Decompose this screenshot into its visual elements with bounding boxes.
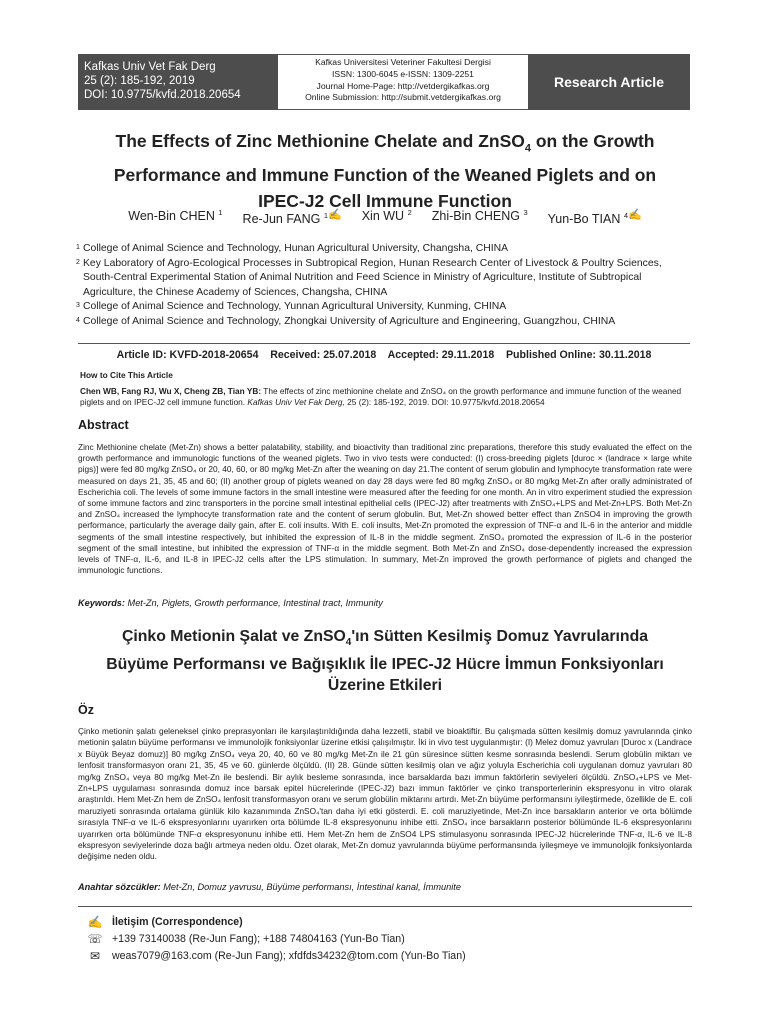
affiliation: 2 Key Laboratory of Agro-Ecological Processes in Subtropical Region, Hunan Research Center of Livestock & Poultry Sciences, South-Central Experimental Station of Animal Nutrition and Feed Science in Ministry of Agriculture, Institute of Subtropical Agriculture, the Chinese Academy of Sciences, Changsha, CHINA [76, 257, 662, 298]
turkish-title-line-3: Üzerine Etkileri [327, 677, 443, 695]
journal-citation-box [78, 54, 278, 110]
keywords: Keywords: Met-Zn, Piglets, Growth performance, Intestinal tract, Immunity [78, 598, 383, 608]
abstract-heading: Abstract [78, 418, 129, 432]
author-list [80, 208, 690, 226]
author: Re-Jun FANG $^1$✍ [242, 209, 342, 227]
author: Yun-Bo TIAN $^4$✍ [547, 209, 642, 227]
title-line-1b: on the Growth [531, 131, 655, 151]
cite-heading: How to Cite This Article [80, 370, 173, 380]
oz-heading: Öz [78, 703, 94, 717]
anahtar-sozcukler: Anahtar sözcükler: Met-Zn, Domuz yavrusu, Büyüme performansı, İntestinal kanal, İmmunite [78, 882, 461, 892]
affiliation: 4 College of Animal Science and Technology, Zhongkai University of Agriculture and Engineering, Guangzhou, CHINA [76, 315, 616, 327]
journal-homepage: Journal Home-Page: http://vetdergikafkas.org [316, 80, 490, 91]
how-to-cite [80, 370, 690, 408]
correspondence-phone: ☏ +139 73140038 (Re-Jun Fang); +188 74804163 (Yun-Bo Tian) [78, 930, 692, 947]
turkish-title: Çinko Metionin Şalat ve ZnSO$_4$'ın Sütten Kesilmiş Domuz Yavrularında Büyüme Performansı ve Bağışıklık İle IPEC-J2 Hücre İmmun Fonksiyonları Üzerine Etkileri [80, 626, 690, 697]
pen-icon: ✍ [628, 209, 642, 221]
correspondence [78, 906, 692, 964]
journal-volume: 25 (2): 185-192, 2019 [84, 75, 195, 87]
oz-body: Çinko metionin şalatı geleneksel çinko preprasyonları ile karşılaştırıldığında daha lezzetli, stabil ve bioaktiftir. Bu çalışmada sütten kesilmiş domuz yavrularında çinko metionin şalatın büyüme performansı ve immunolojik fonksiyonlar üzerine etkisi çalışılmıştır. İki in vivo test uygulanmıştır: (I) Melez domuz yavruları [Duroc x (Landrace x Büyük Beyaz domuz)] 80 mg/kg ZnSO₄ veya 20, 40, 60 ve 80 mg/kg Met-Zn ile 21 gün süresince sütten kesme sonrasında beslendi. Serum globülin miktarı ve lenfosit transformasyon oranı 21, 35, 45 ve 60. günlerde ölçüldü. (II) 28. Günde sütten kesilmiş olan ve ağız yoluyla Escherichia coli uygulanan domuz yavruları 80 mg/kg ZnSO₄ veya 80 mg/kg Met-Zn ile beslendi. Bir aylık besleme sonrasında, ince barsaklarda bazı immun faktörlerin seviyeleri ölçüldü. ZnSO₄+LPS ve Met-Zn+LPS uygulaması sonrasında domuz ince barsak epitel hücrelerinde (IPEC-J2) bazı immun faktörler ve çinko transporterlerinin ekspresyonu in vitro olarak araştırıldı. Hem Met-Zn hem de ZnSO₄ lenfosit transformasyon oranı ve serum globülin miktarını artırdı. Met-Zn büyüme performansını iyileştirmede, özellikle de E. coli maruziyeti sonrasında ortalama günlük kilo kazanımında ZnSO₄'tan daha iyi etki gösterdi. E. coli maruziyetinde, Met-Zn ince barsakların anterior ve orta bölümde sırasıyla TNF-α ve IL-6 ekspresyonlarını uyarırken orta bölümde IL-8 ekspresyonunu inhibe etti. ZnSO₄ ince barsakların posterior bölümünde IL-6 ekspresyonlarını uyarırken orta bölümünde TNF-α ekspresyonunu inhibe etti. Hem Met-Zn hem de ZnSO4 LPS stimulasyonu sonrasında IPEC-J2 hücrelerinde TNF-α, IL-6 ve IL-8 ekspresyon seviyelerinde doza bağlı artmeya neden oldu. Özet olarak, Met-Zn domuz yavrularında büyüme performansında iyileşmeye ve immunolojik fonksiyonlarda değişime neden oldu. [78, 726, 692, 862]
turkish-title-line-2: Büyüme Performansı ve Bağışıklık İle IPEC-J2 Hücre İmmun Fonksiyonları [106, 655, 664, 673]
title-line-3: IPEC-J2 Cell Immune Function [258, 190, 512, 211]
journal-short-name: Kafkas Univ Vet Fak Derg [84, 61, 216, 73]
article-dates: Article ID: KVFD-2018-20654 Received: 25.07.2018 Accepted: 29.11.2018 Published Online: 30.11.2018 [78, 343, 690, 361]
journal-header [78, 54, 690, 110]
cite-text: Chen WB, Fang RJ, Wu X, Cheng ZB, Tian YB: The effects of zinc methionine chelate and ZnSO₄ on the growth performance and immune function of the weaned piglets and on IPEC-J2 cell immune function. Kafkas Univ Vet Fak Derg, 25 (2): 185-192, 2019. DOI: 10.9775/kvfd.2018.20654 [80, 386, 682, 407]
article-title [80, 128, 690, 214]
pen-icon: ✍ [87, 914, 103, 929]
journal-submission: Online Submission: http://submit.vetdergikafkas.org [305, 92, 501, 103]
article-type-badge: Research Article [528, 54, 690, 110]
journal-info-box [278, 54, 528, 110]
envelope-icon: ✉ [89, 948, 101, 963]
affiliation: 1 College of Animal Science and Technology, Hunan Agricultural University, Changsha, CHINA [76, 243, 509, 254]
pen-icon: ✍ [328, 209, 342, 221]
affiliation-list [76, 242, 694, 330]
abstract-body: Zinc Methionine chelate (Met-Zn) shows a better palatability, stability, and bioactivity than traditional zinc preparations, therefore this study evaluated the effect on the growth performance and immunologic functions of the weaned piglets. Two in vivo tests were conducted: (I) cross-breeding piglets [duroc × (landrace × large white pigs)] were fed 80 mg/kg ZnSO₄ or 20, 40, 60, or 80 mg/kg Met-Zn after the weaning on day 21.The content of serum globulin and lymphocyte transformation rate were measured on days 21, 35, 45 and 60; (II) another group of piglets weaned on day 28 days were fed 80 mg/kg ZnSO₄ or 80 mg/kg Met-Zn after orally administrated of Escherichia coli. The levels of some immune factors in the small intestine were measured after the feeding for one month. An in vitro experiment studied the expression of some immune factors and zinc transporters in the porcine small intestinal epithelial cells (IPEC-J2) after treatments with ZnSO₄+LPS and Met-Zn+LPS. Both Met-Zn and ZnSO₄ increased the lymphocyte transformation rate and the content of serum globulin. But, Met-Zn showed better effect than ZnSO4 in improving the growth performance, particularly the average daily gain, after E. coli insults. With E. coli insults, Met-Zn promoted the expression of TNF-α and IL-6 in the anterior and middle segments of the small intestine respectively, but inhibited the expression of IL-8 in the middle segment. ZnSO₄ promoted the expression of IL-6 in the posterior segment of the small intestine, but inhibited the expression of TNF-α in the middle segment. Both Met-Zn and ZnSO₄ dose-dependently increased the expression levels of TNF-α, IL-6, and IL-8 in IPEC-J2 cells after the LPS stimulation. In summary, Met-Zn improved the growth performance of piglets and changed the immunologic functions. [78, 442, 692, 576]
journal-full-name: Kafkas Universitesi Veteriner Fakultesi Dergisi [315, 57, 491, 67]
title-subscript: 4 [524, 142, 531, 155]
journal-issn: ISSN: 1300-6045 e-ISSN: 1309-2251 [332, 68, 474, 79]
journal-doi: DOI: 10.9775/kvfd.2018.20654 [84, 89, 241, 101]
phone-icon: ☏ [87, 931, 103, 946]
author: Zhi-Bin CHENG $^3$ [431, 208, 528, 224]
author: Xin WU $^2$ [361, 208, 412, 224]
title-line-2: Performance and Immune Function of the Weaned Piglets and on [113, 164, 657, 185]
correspondence-email: ✉ weas7079@163.com (Re-Jun Fang); xfdfds34232@tom.com (Yun-Bo Tian) [78, 947, 692, 964]
author: Wen-Bin CHEN $^1$ [128, 208, 223, 224]
title-line-1a: The Effects of Zinc Methionine Chelate and ZnSO [115, 131, 525, 151]
correspondence-heading: ✍ İletişim (Correspondence) [78, 913, 692, 930]
affiliation: 3 College of Animal Science and Technology, Yunnan Agricultural University, Kunming, CHINA [76, 301, 507, 313]
